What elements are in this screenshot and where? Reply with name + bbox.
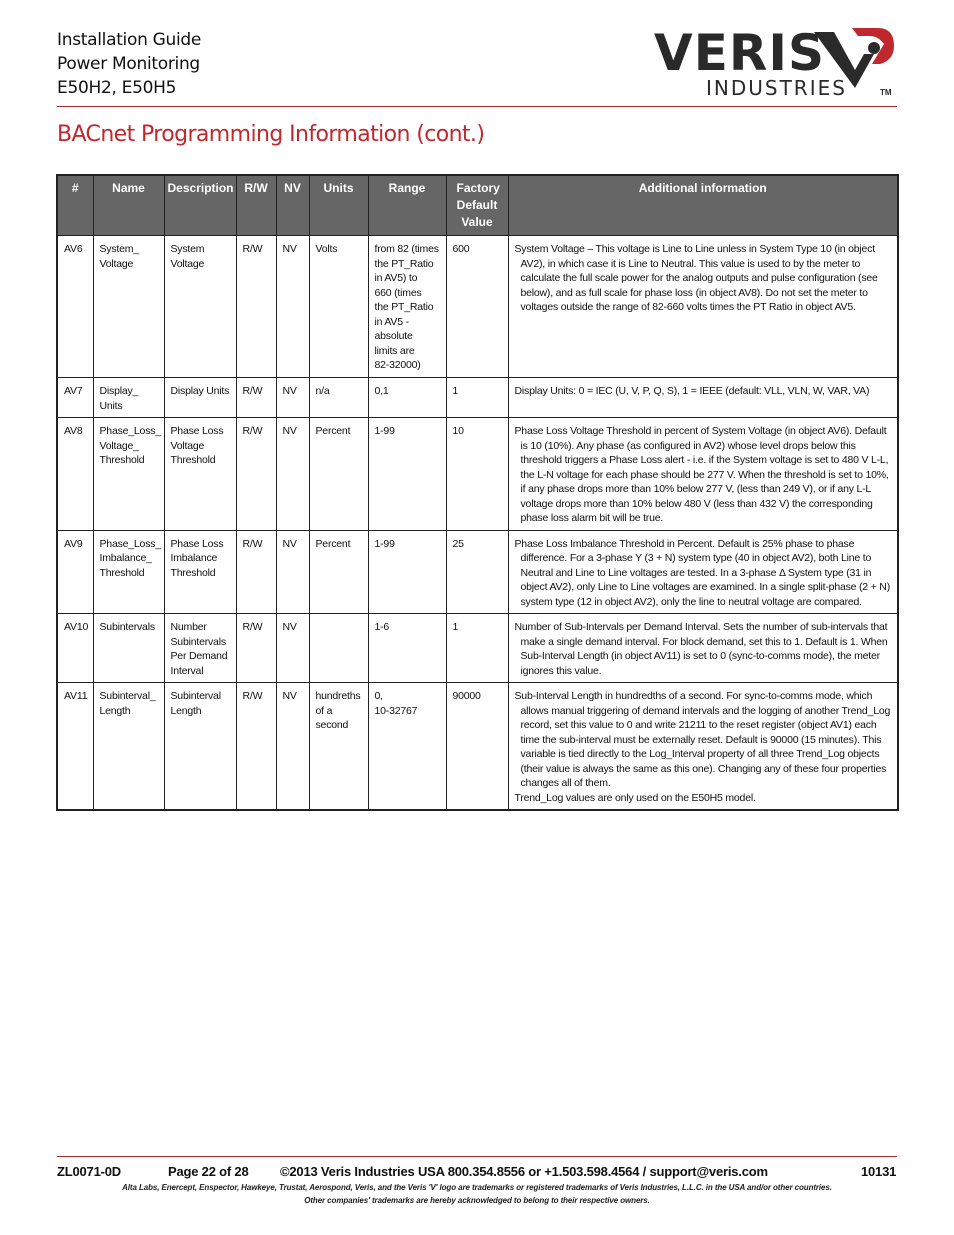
- footer-trademark-acknowledgement: Other companies' trademarks are hereby acknowledged to belong to their respective owners.: [304, 1196, 650, 1205]
- cell-nv: NV: [276, 683, 309, 811]
- cell-id: AV9: [57, 530, 93, 614]
- cell-id: AV11: [57, 683, 93, 811]
- cell-range: 1-99: [368, 418, 446, 531]
- cell-rw: R/W: [236, 683, 276, 811]
- cell-default: 90000: [446, 683, 508, 811]
- cell-units: Volts: [309, 236, 368, 378]
- logo-trademark: TM: [880, 88, 892, 97]
- cell-info: [508, 378, 898, 418]
- cell-id: AV6: [57, 236, 93, 378]
- bacnet-object-table: [56, 174, 899, 811]
- cell-range: 1-6: [368, 614, 446, 683]
- cell-description: Phase Loss Imbalance Threshold: [164, 530, 236, 614]
- cell-nv: NV: [276, 236, 309, 378]
- cell-rw: R/W: [236, 378, 276, 418]
- cell-default: 10: [446, 418, 508, 531]
- cell-default: 600: [446, 236, 508, 378]
- cell-description: Subinterval Length: [164, 683, 236, 811]
- veris-v-icon: [812, 26, 898, 92]
- table-header-row: [57, 175, 898, 236]
- col-header-name: Name: [93, 175, 164, 236]
- info-paragraph: Phase Loss Imbalance Threshold in Percent. Default is 25% phase to phase difference. For a 3-phase Y (3 + N) system type (40 in object AV2), both Line to Neutral and Line to Line voltages are tested. In a 3-phase Δ System type (31 in object AV2), only Line to Line voltages are examined. In a single split-phase (2 + N) system type (12 in object AV2), only the line to neutral voltage are compared.: [514, 537, 890, 608]
- cell-rw: R/W: [236, 418, 276, 531]
- cell-name: Subinterval_ Length: [93, 683, 164, 811]
- col-header-number: #: [57, 175, 93, 236]
- cell-nv: NV: [276, 418, 309, 531]
- cell-range: 0,1: [368, 378, 446, 418]
- page-title: BACnet Programming Information (cont.): [57, 122, 485, 147]
- cell-description: Number Subintervals Per Demand Interval: [164, 614, 236, 683]
- cell-description: System Voltage: [164, 236, 236, 378]
- footer-doc-id: ZL0071-0D: [57, 1164, 121, 1179]
- col-header-default: Factory Default Value: [446, 175, 508, 236]
- logo-subtitle: INDUSTRIES: [706, 76, 847, 100]
- table-row: [57, 236, 898, 378]
- cell-id: AV7: [57, 378, 93, 418]
- footer-code: 10131: [861, 1164, 897, 1179]
- footer-trademark-notice: Alta Labs, Enercept, Enspector, Hawkeye, Trustat, Aerospond, Veris, and the Veris 'V' logo are trademarks or registered trademarks of Veris Industries, L.L.C. in the USA and/or other countries.: [122, 1183, 832, 1192]
- cell-units: [309, 614, 368, 683]
- cell-nv: NV: [276, 530, 309, 614]
- header-divider: [57, 106, 897, 107]
- cell-name: Display_ Units: [93, 378, 164, 418]
- document-header: [57, 28, 357, 100]
- col-header-units: Units: [309, 175, 368, 236]
- cell-info: [508, 683, 898, 811]
- info-paragraph: System Voltage – This voltage is Line to Line unless in System Type 10 (in object AV2), in which case it is Line to Neutral. This value is used to by the meter to calculate the full scale power for the analog outputs and pulse configuration (see below), and as full scale for phase loss (in object AV8). Do not set the meter to voltages outside the range of 82-660 volts times the PT Ratio in object AV5.: [514, 243, 878, 313]
- col-header-range: Range: [368, 175, 446, 236]
- cell-rw: R/W: [236, 530, 276, 614]
- table-row: [57, 378, 898, 418]
- cell-units: hundreths of a second: [309, 683, 368, 811]
- cell-info: [508, 418, 898, 531]
- cell-id: AV8: [57, 418, 93, 531]
- cell-description: Phase Loss Voltage Threshold: [164, 418, 236, 531]
- cell-rw: R/W: [236, 236, 276, 378]
- cell-units: Percent: [309, 418, 368, 531]
- table-row: [57, 418, 898, 531]
- cell-default: 25: [446, 530, 508, 614]
- cell-default: 1: [446, 614, 508, 683]
- info-paragraph: Phase Loss Voltage Threshold in percent of System Voltage (in object AV6). Default is 10 (10%). Any phase (as configured in AV2) whose level drops below this threshold triggers a Phase Loss alert - i.e. if the System voltage is set to 480 V L-L, the L-N voltage for each phase should be 277 V. When the threshold is set to 10%, if any phase drops more than 10% below 277 V, (less than 249 V), or if any L-L voltage drops more than 10% below 480 V (less than 432 V) the corresponding phase loss alarm bit will be true.: [514, 425, 889, 524]
- cell-name: System_ Voltage: [93, 236, 164, 378]
- cell-info: [508, 236, 898, 378]
- table-row: [57, 683, 898, 811]
- col-header-description: Description: [164, 175, 236, 236]
- cell-range: from 82 (times the PT_Ratio in AV5) to 660 (times the PT_Ratio in AV5 - absolute limits are 82-32000): [368, 236, 446, 378]
- cell-nv: NV: [276, 614, 309, 683]
- col-header-rw: R/W: [236, 175, 276, 236]
- cell-units: Percent: [309, 530, 368, 614]
- cell-range: 1-99: [368, 530, 446, 614]
- info-paragraph: Number of Sub-Intervals per Demand Interval. Sets the number of sub-intervals that make a single demand interval. For block demand, set this to 1. Default is 1. When Sub-Interval Length (in object AV11) is set to 0 (sync-to-comms mode), the meter ignores this value.: [514, 621, 888, 677]
- cell-name: Subintervals: [93, 614, 164, 683]
- footer-copyright-contact: ©2013 Veris Industries USA 800.354.8556 or +1.503.598.4564 / support@veris.com: [280, 1164, 768, 1179]
- cell-default: 1: [446, 378, 508, 418]
- header-product-line: Power Monitoring: [57, 54, 200, 74]
- info-note: Trend_Log values are only used on the E50H5 model.: [514, 791, 756, 804]
- col-header-nv: NV: [276, 175, 309, 236]
- cell-units: n/a: [309, 378, 368, 418]
- footer-page-number: Page 22 of 28: [168, 1164, 249, 1179]
- col-header-additional-info: Additional information: [508, 175, 898, 236]
- table-row: [57, 530, 898, 614]
- cell-name: Phase_Loss_ Voltage_ Threshold: [93, 418, 164, 531]
- info-paragraph: Display Units: 0 = IEC (U, V, P, Q, S), 1 = IEEE (default: VLL, VLN, W, VAR, VA): [514, 385, 870, 397]
- cell-range: 0, 10-32767: [368, 683, 446, 811]
- info-paragraph: Sub-Interval Length in hundredths of a second. For sync-to-comms mode, which allows manual triggering of demand intervals and the logging of another Trend_Log record, set this value to 0 and write 21211 to the reset register (object AV1) each time the sub-interval must be externally reset. Default is 90000 (15 minutes). This variable is tied directly to the Log_Interval property of all three Trend_Log objects (their value is always the same as this one). Changing any of these four properties changes all of them.: [514, 690, 891, 789]
- cell-name: Phase_Loss_ Imbalance_ Threshold: [93, 530, 164, 614]
- table-row: [57, 614, 898, 683]
- footer-divider: [57, 1156, 897, 1157]
- cell-rw: R/W: [236, 614, 276, 683]
- cell-info: [508, 614, 898, 683]
- header-model-numbers: E50H2, E50H5: [57, 78, 177, 98]
- cell-info: [508, 530, 898, 614]
- logo-wordmark: VERIS: [654, 24, 825, 82]
- cell-nv: NV: [276, 378, 309, 418]
- veris-logo: [654, 26, 898, 102]
- cell-description: Display Units: [164, 378, 236, 418]
- header-guide-title: Installation Guide: [57, 30, 202, 50]
- cell-id: AV10: [57, 614, 93, 683]
